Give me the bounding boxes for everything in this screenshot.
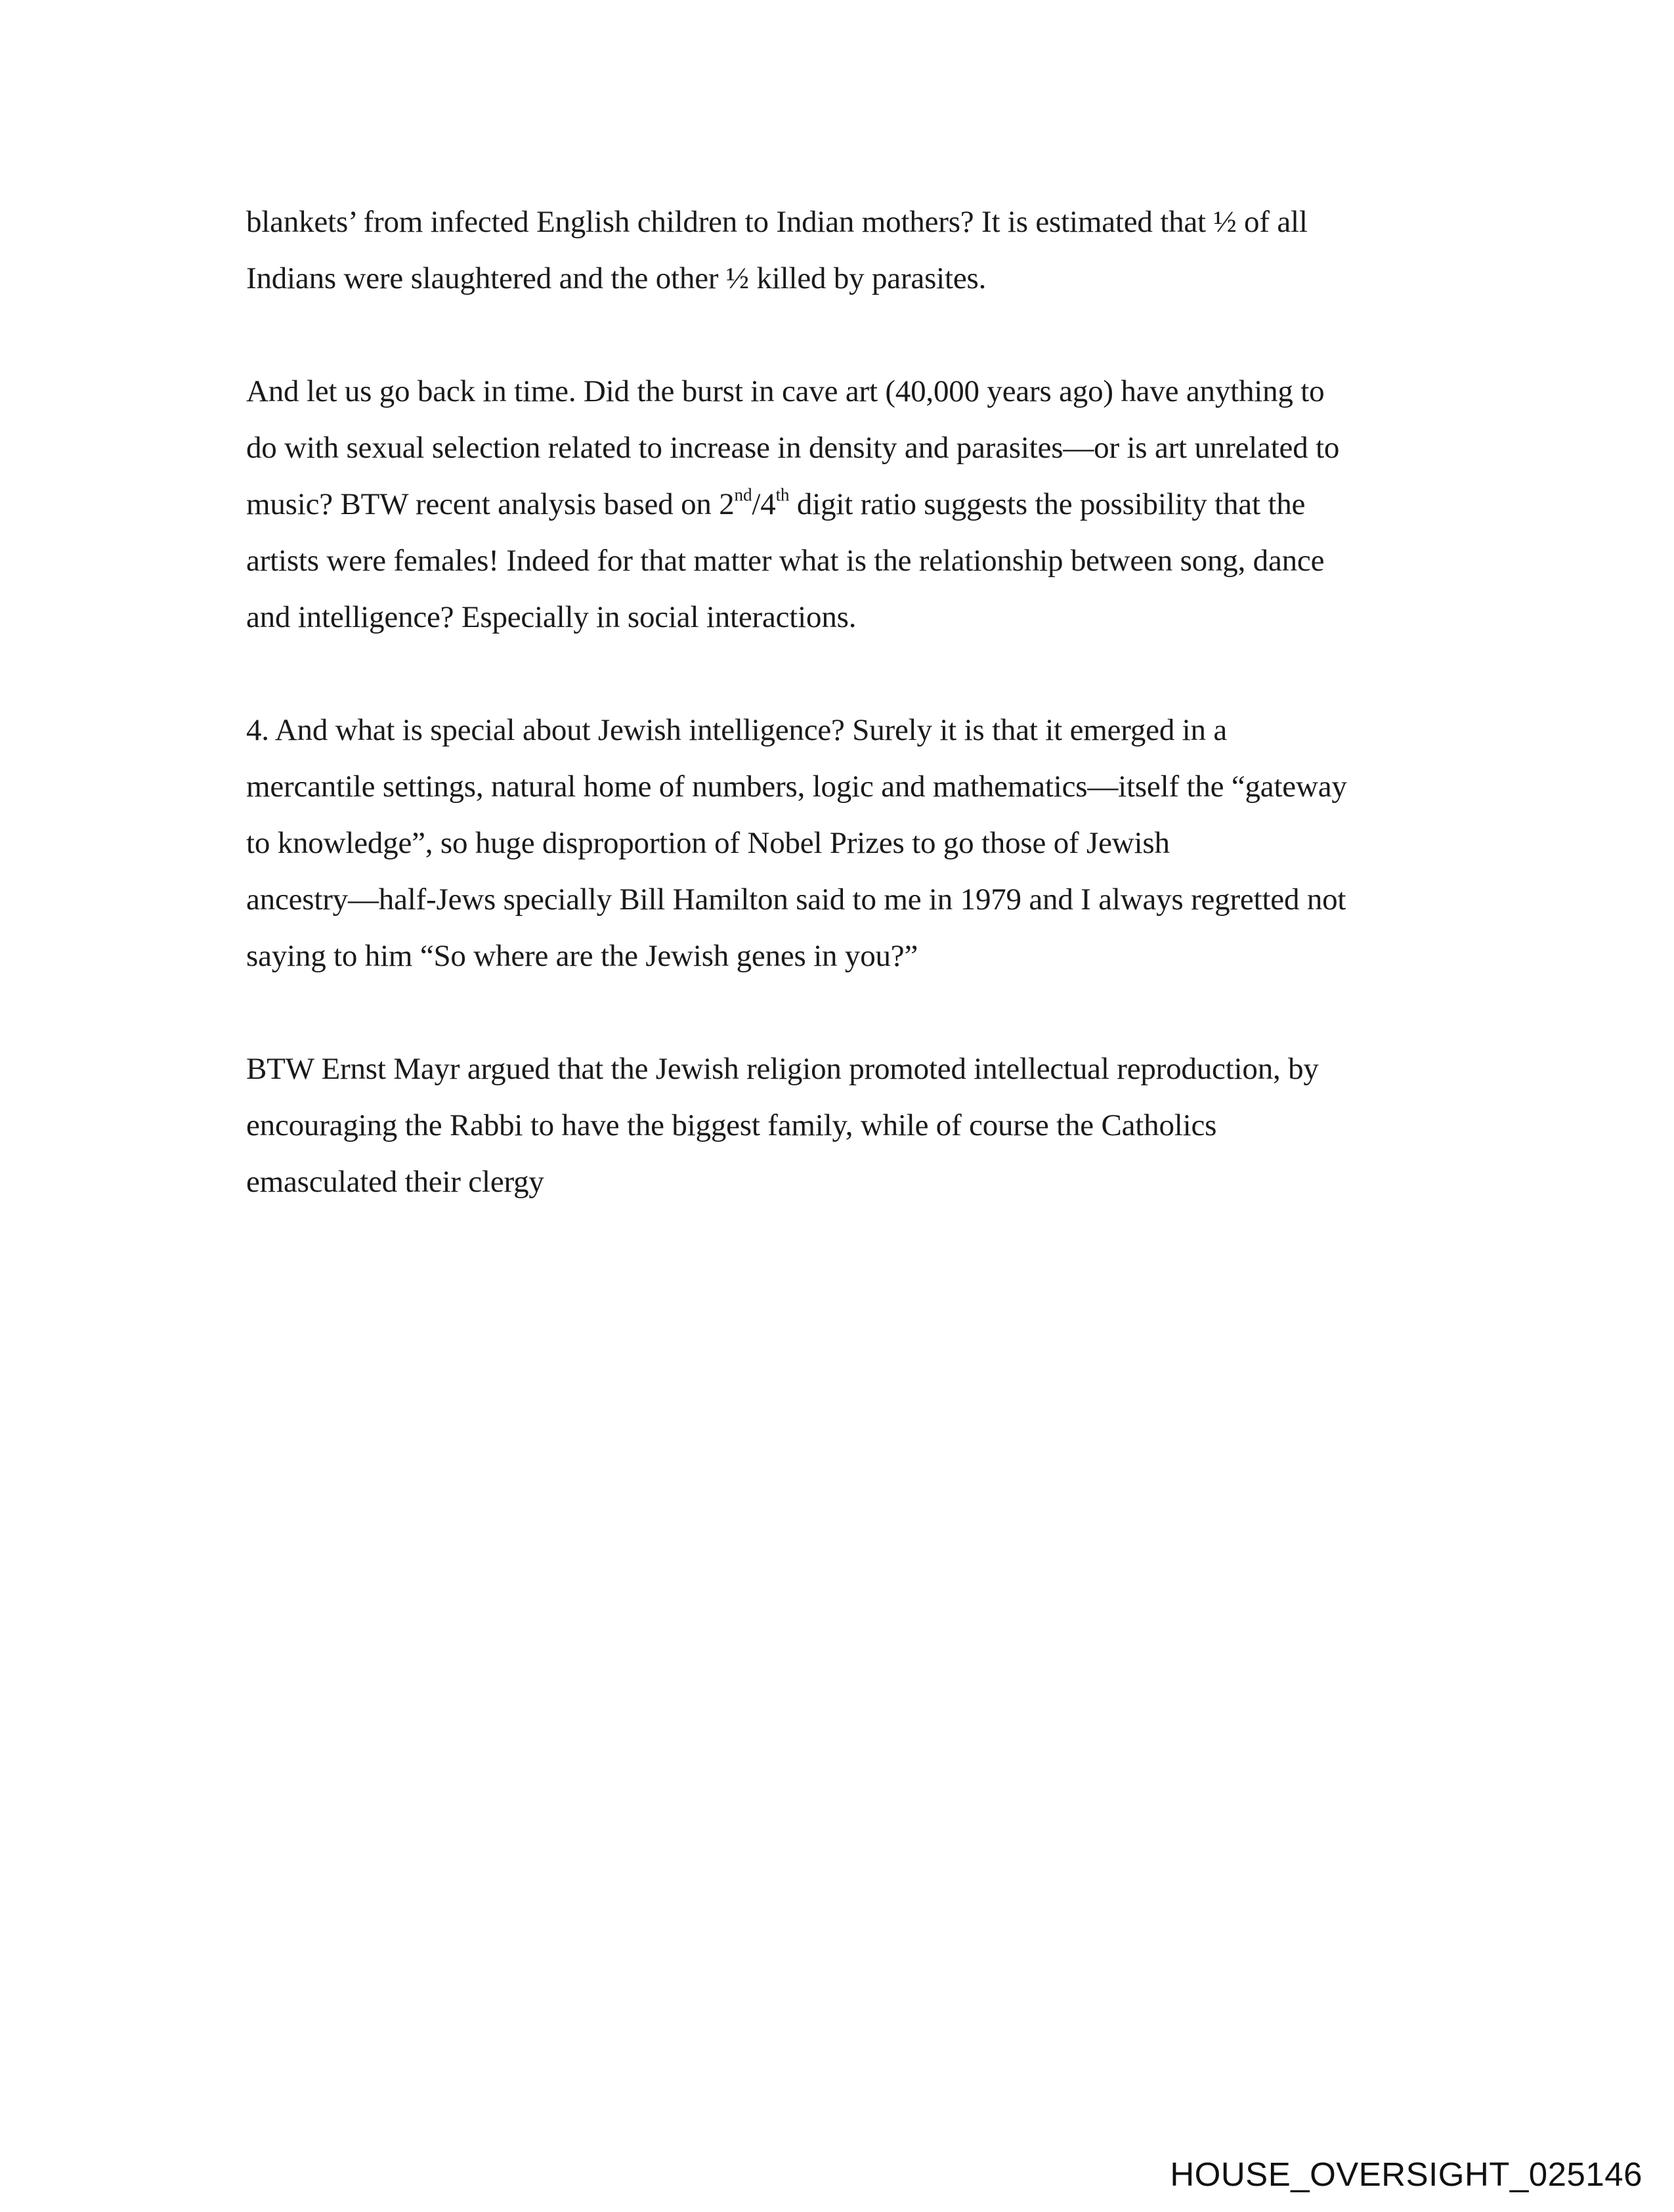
paragraph-ernst-mayr [246, 1041, 1428, 1210]
text-line: artists were females! Indeed for that matter what is the relationship between song, dance [246, 544, 1325, 578]
text-line: saying to him “So where are the Jewish genes in you?” [246, 939, 918, 973]
paragraph-smallpox-blankets [246, 194, 1428, 307]
text-line: emasculated their clergy [246, 1165, 544, 1199]
superscript-nd: nd [734, 485, 752, 505]
text-line: mercantile settings, natural home of numbers, logic and mathematics—itself the “gateway [246, 770, 1347, 804]
paragraph-cave-art [246, 363, 1428, 645]
text-line: encouraging the Rabbi to have the biggest family, while of course the Catholics [246, 1108, 1217, 1142]
digit-ratio-line [246, 476, 1428, 532]
text-line: And let us go back in time. Did the burst in cave art (40,000 years ago) have anything to [246, 374, 1325, 408]
text-line: ancestry—half-Jews specially Bill Hamilton said to me in 1979 and I always regretted not [246, 882, 1346, 917]
text-line: Indians were slaughtered and the other ½ killed by parasites. [246, 261, 987, 295]
text-fragment: /4 [752, 487, 776, 521]
document-body [246, 194, 1428, 1267]
text-fragment: digit ratio suggests the possibility that the [789, 487, 1306, 521]
text-line: and intelligence? Especially in social interactions. [246, 600, 857, 634]
text-line: BTW Ernst Mayr argued that the Jewish religion promoted intellectual reproduction, by [246, 1052, 1319, 1086]
text-line: do with sexual selection related to increase in density and parasites—or is art unrelated to [246, 431, 1340, 465]
bates-number: HOUSE_OVERSIGHT_025146 [1170, 2156, 1642, 2193]
text-line: 4. And what is special about Jewish intelligence? Surely it is that it emerged in a [246, 713, 1228, 747]
text-line: to knowledge”, so huge disproportion of Nobel Prizes to go those of Jewish [246, 826, 1170, 860]
paragraph-jewish-intelligence [246, 702, 1428, 984]
superscript-th: th [775, 485, 790, 505]
text-line: blankets’ from infected English children to Indian mothers? It is estimated that ½ of all [246, 205, 1308, 239]
text-fragment: music? BTW recent analysis based on 2 [246, 487, 735, 521]
